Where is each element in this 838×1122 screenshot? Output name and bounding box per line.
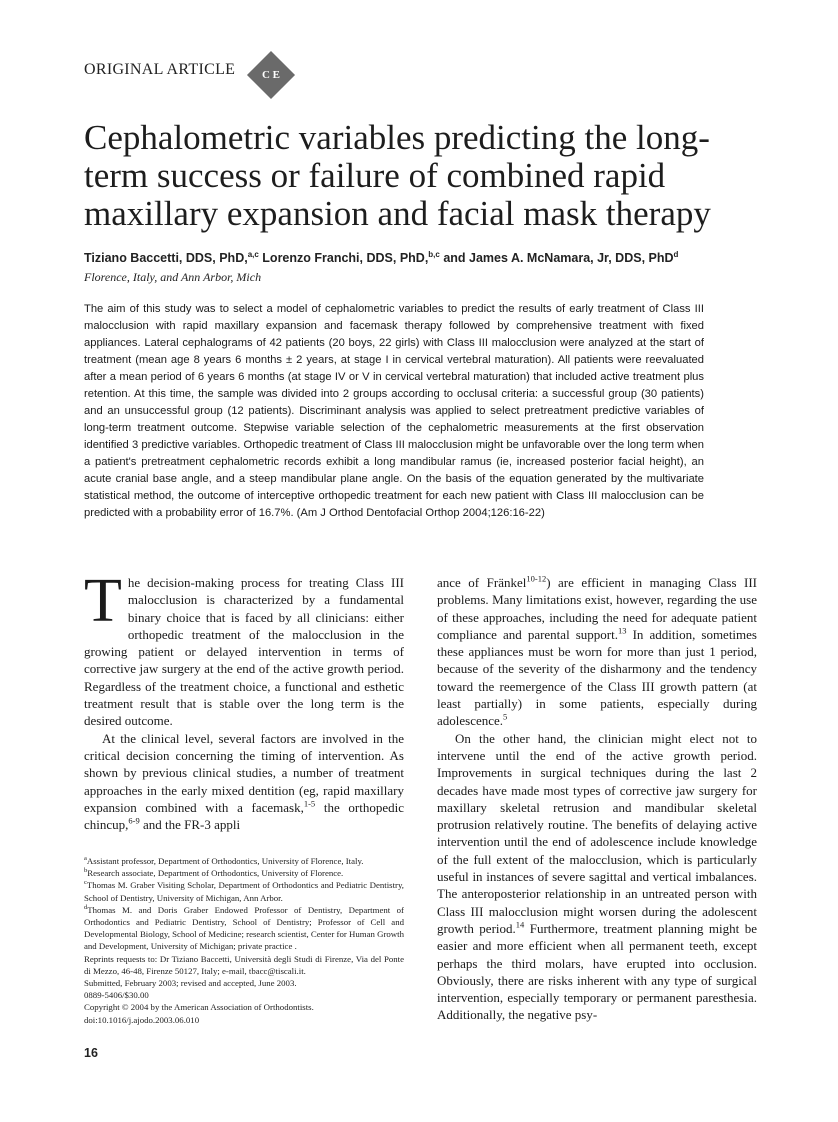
intro-text: he decision-making process for treating Class III malocclusion is characterized by a fundamental binary choice that is faced by all clinicians: either orthopedic treatment of the malocclusion in the growing patient or delayed intervention in terms of corrective jaw surgery at the end of the active growth period. Regardless of the treatment choice, a functional and esthetic treatment result that is stable over the long term is the desired outcome. bbox=[84, 575, 404, 729]
author-name: and James A. McNamara, Jr, DDS, PhD bbox=[439, 251, 674, 266]
section-label: ORIGINAL ARTICLE bbox=[84, 61, 236, 78]
citation-ref: 10-12 bbox=[526, 573, 547, 584]
body-paragraph bbox=[437, 730, 757, 1024]
body-paragraph-continued bbox=[437, 574, 757, 730]
author-affiliation-mark: d bbox=[673, 250, 679, 259]
footnote: $^c$Thomas M. Graber Visiting Scholar, Department of Orthodontics and Pediatric Dentistry, School of Dentistry, University of Michigan, Ann Arbor. bbox=[84, 879, 404, 903]
author-location: Florence, Italy, and Ann Arbor, Mich bbox=[84, 270, 262, 284]
citation-ref: 13 bbox=[618, 625, 627, 636]
citation-ref: 5 bbox=[503, 712, 508, 723]
ce-badge-text: C E bbox=[261, 69, 281, 81]
body-text: In addition, sometimes these appliances must be worn for more than just 1 period, because of the severity of the disharmony and the tendency toward the reemergence of the Class III growth pattern (at least partially) in some patients, especially during adolescence. bbox=[437, 626, 757, 729]
body-text: At the clinical level, several factors are involved in the critical decision concerning the timing of intervention. As shown by previous clinical studies, a number of treatment approaches in the early mixed dentition (eg, rapid maxillary expansion combined with a facemask, bbox=[84, 730, 404, 815]
page-number: 16 bbox=[84, 1046, 98, 1060]
author-affiliation-mark: a,c bbox=[247, 250, 259, 259]
copyright: Copyright © 2004 by the American Association of Orthodontists. bbox=[84, 1002, 314, 1013]
author-affiliation-mark: b,c bbox=[428, 250, 440, 259]
citation-ref: 6-9 bbox=[128, 815, 140, 826]
body-column-left bbox=[84, 567, 404, 833]
footnote: $^a$Assistant professor, Department of Orthodontics, University of Florence, Italy. bbox=[84, 855, 364, 866]
submission-note: Submitted, February 2003; revised and accepted, June 2003. bbox=[84, 978, 297, 989]
body-text: On the other hand, the clinician might elect not to intervene until the end of the active growth period. Improvements in surgical techniques during the last 2 decades have made most types of corrective jaw surgery for maxillary skeletal retrusion and mandibular skeletal protrusion relatively routine. The benefits of delaying active intervention until the end of adolescence include knowledge of the full extent of the malocclusion, which is particularly useful in instances of severe sagittal and vertical imbalances. The anteroposterior relationship in an untreated person with Class III malocclusion might worsen during the adolescent growth period. bbox=[437, 730, 757, 936]
body-column-right bbox=[437, 574, 757, 1024]
body-text: Furthermore, treatment planning might be easier and more efficient when all permanent teeth, except perhaps the third molars, have erupted into occlusion. Obviously, there are risks inherent with any type of surgical intervention, especially temporary or permanent paresthesia. Additionally, the negative psy- bbox=[437, 920, 757, 1023]
author-name: Lorenzo Franchi, DDS, PhD, bbox=[258, 251, 429, 266]
author-line bbox=[84, 250, 764, 265]
issn: 0889-5406/$30.00 bbox=[84, 990, 149, 1001]
footnotes bbox=[84, 855, 404, 1026]
article-title: Cephalometric variables predicting the long-term success or failure of combined rapid maxillary expansion and facial mask therapy bbox=[84, 118, 711, 233]
body-text: and the FR-3 appli bbox=[139, 817, 241, 833]
ce-badge-icon bbox=[247, 51, 295, 99]
abstract: The aim of this study was to select a model of cephalometric variables to predict the results of early treatment of Class III malocclusion with rapid maxillary expansion and facemask therapy followed by comprehensive treatment with fixed appliances. Lateral cephalograms of 42 patients (20 boys, 22 girls) with Class III malocclusion were analyzed at the start of treatment (mean age 8 years 6 months ± 2 years, at stage I in cervical vertebral maturation). All patients were reevaluated after a mean period of 6 years 6 months (at stage IV or V in cervical vertebral maturation) that included active treatment plus retention. At this time, the sample was divided into 2 groups according to occlusal criteria: a successful group (30 patients) and an unsuccessful group (12 patients). Discriminant analysis was applied to select pretreatment predictive variables of long-term treatment outcome. Stepwise variable selection of the cephalometric measurements at the first observation identified 3 predictive variables. Orthopedic treatment of Class III malocclusion might be unfavorable over the long term when a patient's pretreatment cephalometric records exhibit a long mandibular ramus (ie, increased posterior facial height), an acute cranial base angle, and a steep mandibular plane angle. On the basis of the equation generated by the multivariate statistical method, the outcome of interceptive orthopedic treatment for each new patient with Class III malocclusion can be predicted with a probability error of 16.7%. (Am J Orthod Dentofacial Orthop 2004;126:16-22) bbox=[84, 303, 704, 519]
body-text: ance of Fränkel bbox=[437, 575, 527, 590]
footnote: $^d$Thomas M. and Doris Graber Endowed Professor of Dentistry, Department of Orthodontics and Pediatric Dentistry, School of Dentistry; Professor of Cell and Developmental Biology, School of Medicine; research scientist, Center for Human Growth and Development, University of Michigan; private practice . bbox=[84, 903, 404, 952]
body-text: the orthopedic chincup, bbox=[84, 799, 404, 833]
reprints-note: Reprints requests to: Dr Tiziano Baccetti, Università degli Studi di Firenze, Via del Ponte di Mezzo, 46-48, Firenze 50127, Italy; e-mail, tbacc@tiscali.it. bbox=[84, 953, 404, 976]
drop-cap: T bbox=[84, 567, 122, 635]
citation-ref: 1-5 bbox=[303, 798, 316, 809]
footnote: $^b$Research associate, Department of Orthodontics, University of Florence. bbox=[84, 867, 344, 879]
body-text: ) are efficient in managing Class III problems. Many limitations exist, however, regarding the use of these approaches, including the need for adequate patient compliance and parental support. bbox=[437, 575, 757, 642]
citation-ref: 14 bbox=[515, 919, 525, 930]
author-name: Tiziano Baccetti, DDS, PhD, bbox=[84, 251, 248, 266]
doi: doi:10.1016/j.ajodo.2003.06.010 bbox=[84, 1014, 200, 1025]
intro-paragraph bbox=[84, 567, 404, 730]
body-paragraph bbox=[84, 730, 404, 834]
